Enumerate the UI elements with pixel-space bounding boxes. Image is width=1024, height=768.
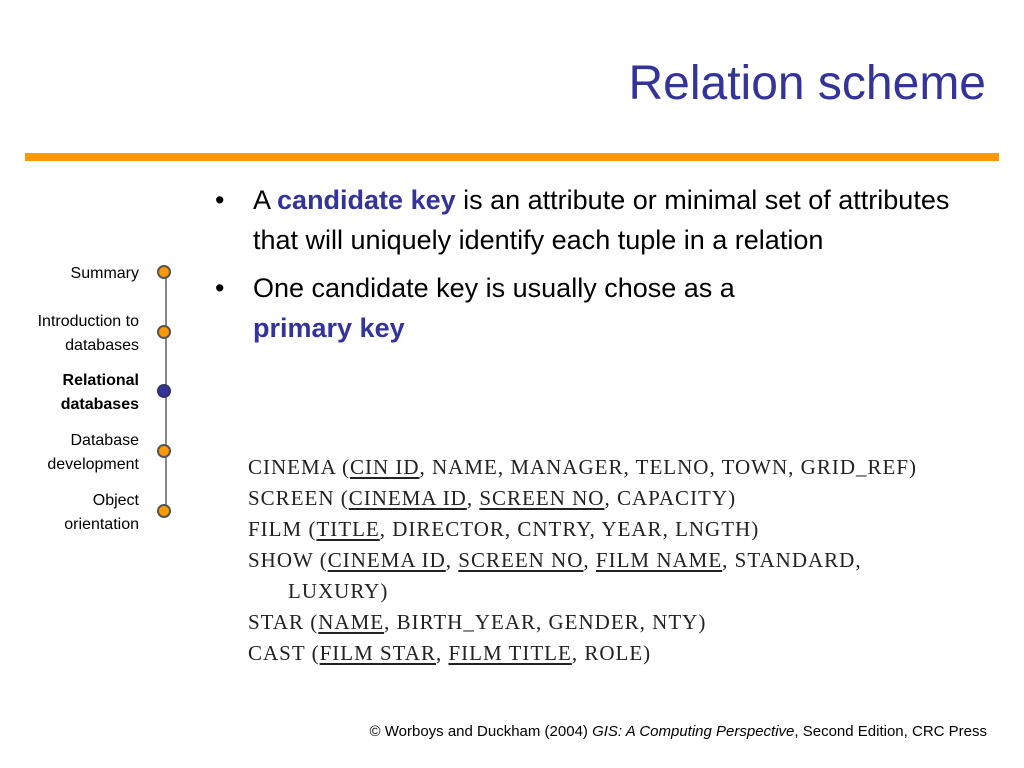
nav-label: Database development	[47, 432, 139, 473]
attributes: , ROLE	[571, 641, 644, 665]
nav-label: Introduction to databases	[37, 313, 139, 354]
citation-book-title: GIS: A Computing Perspective	[592, 723, 795, 740]
key-attribute: FILM NAME	[595, 548, 723, 572]
nav-dot-summary	[157, 265, 171, 279]
attributes: LUXURY	[288, 579, 381, 603]
attributes: , CAPACITY	[604, 486, 729, 510]
schema-screen: SCREEN (CINEMA ID, SCREEN NO, CAPACITY)	[248, 486, 737, 510]
attributes: , BIRTH_YEAR, GENDER, NTY	[384, 610, 699, 634]
slide-title: Relation scheme	[628, 57, 986, 110]
nav-dot-development	[157, 444, 171, 458]
relation-name: FILM	[248, 517, 303, 541]
relation-name: STAR	[248, 610, 304, 634]
schema-show: SHOW (CINEMA ID, SCREEN NO, FILM NAME, STANDARD,	[248, 548, 862, 572]
attributes: , DIRECTOR, CNTRY, YEAR, LNGTH	[379, 517, 752, 541]
key-attribute: SCREEN NO	[479, 486, 605, 510]
bullet-marker: •	[215, 273, 225, 303]
key-attribute: FILM STAR	[319, 641, 436, 665]
key-attribute: SCREEN NO	[458, 548, 584, 572]
key-attribute: TITLE	[316, 517, 380, 541]
relation-schema	[248, 452, 917, 669]
nav-item-relational	[19, 369, 139, 417]
relation-name: SHOW	[248, 548, 314, 572]
nav-label: Object orientation	[64, 492, 139, 533]
citation-edition: , Second Edition, CRC Press	[794, 723, 987, 740]
nav-dot-introduction	[157, 325, 171, 339]
nav-label: Summary	[70, 265, 139, 282]
nav-dot-relational	[157, 384, 171, 398]
primary-key-term: primary key	[253, 313, 405, 343]
title-divider	[25, 153, 999, 161]
nav-item-summary	[71, 262, 139, 286]
attributes: , STANDARD,	[722, 548, 862, 572]
nav-item-development	[19, 429, 139, 477]
candidate-key-term: candidate key	[277, 185, 456, 215]
relation-name: CINEMA	[248, 455, 336, 479]
bullet-marker: •	[215, 185, 225, 215]
bullet-text: A	[253, 185, 278, 215]
bullet-text: One candidate key is usually chose as a	[253, 273, 735, 303]
schema-star: STAR (NAME, BIRTH_YEAR, GENDER, NTY)	[248, 610, 707, 634]
bullet-primary-key	[213, 268, 993, 348]
schema-film: FILM (TITLE, DIRECTOR, CNTRY, YEAR, LNGTH)	[248, 517, 760, 541]
key-attribute: CINEMA ID	[327, 548, 446, 572]
nav-dot-object	[157, 504, 171, 518]
bullet-list	[213, 180, 993, 356]
schema-show-continued: LUXURY)	[288, 579, 389, 603]
nav-label: Relational databases	[60, 372, 139, 413]
footer-citation	[370, 723, 987, 740]
bullet-text: is an attribute or minimal set of attributes that will uniquely identify each tuple in a relation	[253, 185, 950, 255]
key-attribute: FILM TITLE	[448, 641, 572, 665]
nav-item-object	[19, 489, 139, 537]
relation-name: SCREEN	[248, 486, 335, 510]
bullet-candidate-key	[213, 180, 993, 260]
attributes: , NAME, MANAGER, TELNO, TOWN, GRID_REF	[419, 455, 910, 479]
nav-item-introduction	[19, 310, 139, 358]
schema-cinema: CINEMA (CIN ID, NAME, MANAGER, TELNO, TOWN, GRID_REF)	[248, 455, 918, 479]
relation-name: CAST	[248, 641, 306, 665]
schema-cast: CAST (FILM STAR, FILM TITLE, ROLE)	[248, 641, 652, 665]
key-attribute: CINEMA ID	[348, 486, 467, 510]
key-attribute: NAME	[318, 610, 385, 634]
citation-authors: © Worboys and Duckham (2004)	[369, 723, 593, 740]
key-attribute: CIN ID	[349, 455, 420, 479]
